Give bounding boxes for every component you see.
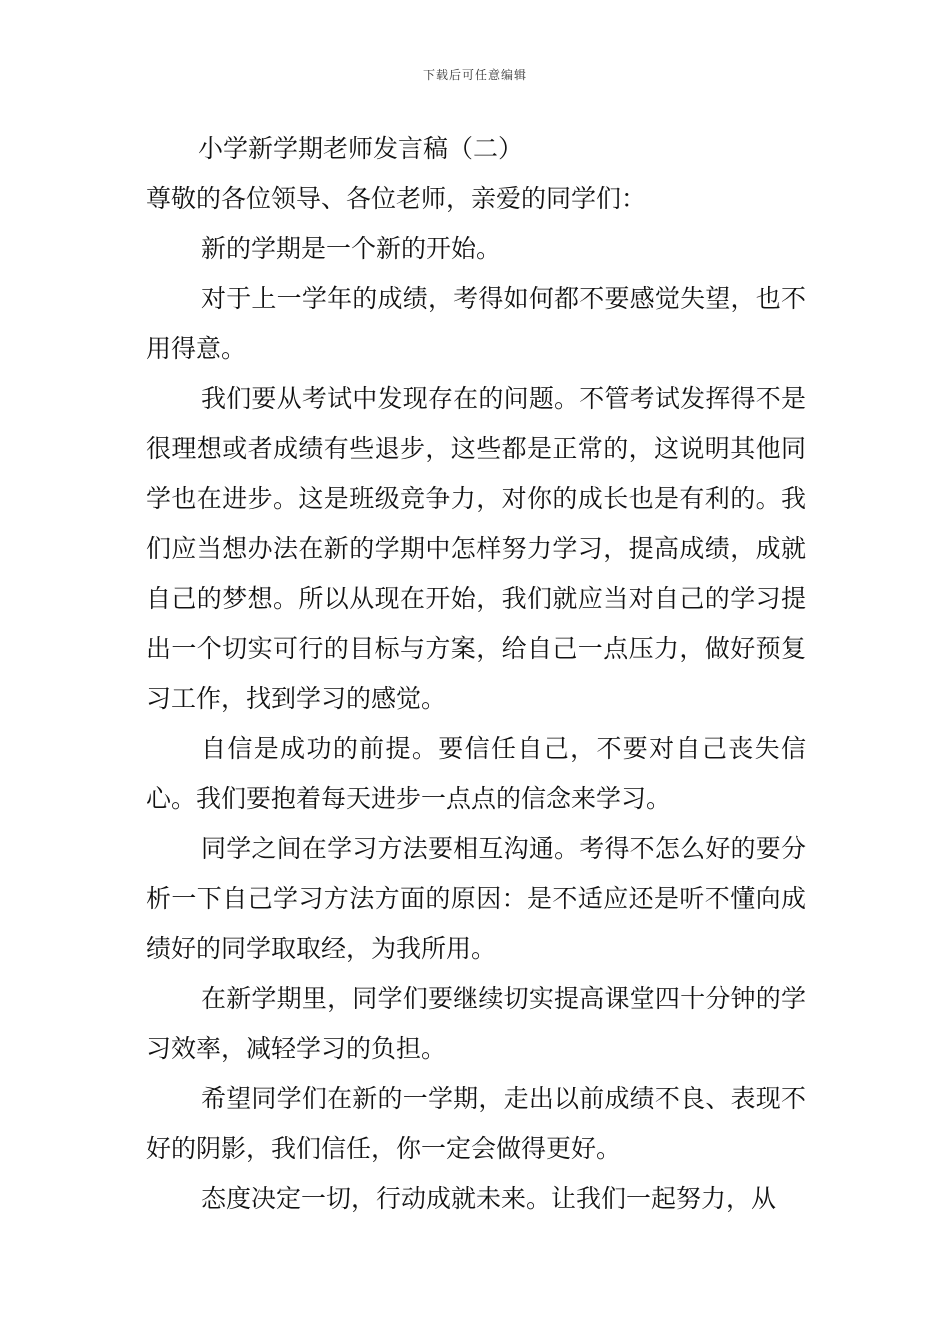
paragraph: 对于上一学年的成绩，考得如何都不要感觉失望，也不用得意。	[146, 284, 806, 363]
paragraph: 自信是成功的前提。要信任自己，不要对自己丧失信心。我们要抱着每天进步一点点的信念来学习。	[146, 734, 806, 813]
paragraph: 希望同学们在新的一学期，走出以前成绩不良、表现不好的阴影，我们信任，你一定会做得更好。	[146, 1084, 806, 1163]
header-note: 下载后可任意编辑	[422, 68, 527, 82]
document-title: 小学新学期老师发言稿（二）	[198, 134, 524, 163]
paragraph: 新的学期是一个新的开始。	[201, 234, 502, 263]
paragraph: 我们要从考试中发现存在的问题。不管考试发挥得不是很理想或者成绩有些退步，这些都是正常的，这说明其他同学也在进步。这是班级竞争力，对你的成长也是有利的。我们应当想办法在新的学期中怎样努力学习，提高成绩，成就自己的梦想。所以从现在开始，我们就应当对自己的学习提出一个切实可行的目标与方案，给自己一点压力，做好预复习工作，找到学习的感觉。	[146, 384, 806, 713]
salutation: 尊敬的各位领导、各位老师，亲爱的同学们：	[146, 184, 647, 213]
paragraph: 在新学期里，同学们要继续切实提高课堂四十分钟的学习效率，减轻学习的负担。	[146, 984, 806, 1063]
paragraph: 同学之间在学习方法要相互沟通。考得不怎么好的要分析一下自己学习方法方面的原因：是不适应还是听不懂向成绩好的同学取取经，为我所用。	[146, 834, 806, 963]
document-body	[146, 124, 806, 1224]
paragraph: 态度决定一切，行动成就未来。让我们一起努力，从	[201, 1184, 777, 1213]
